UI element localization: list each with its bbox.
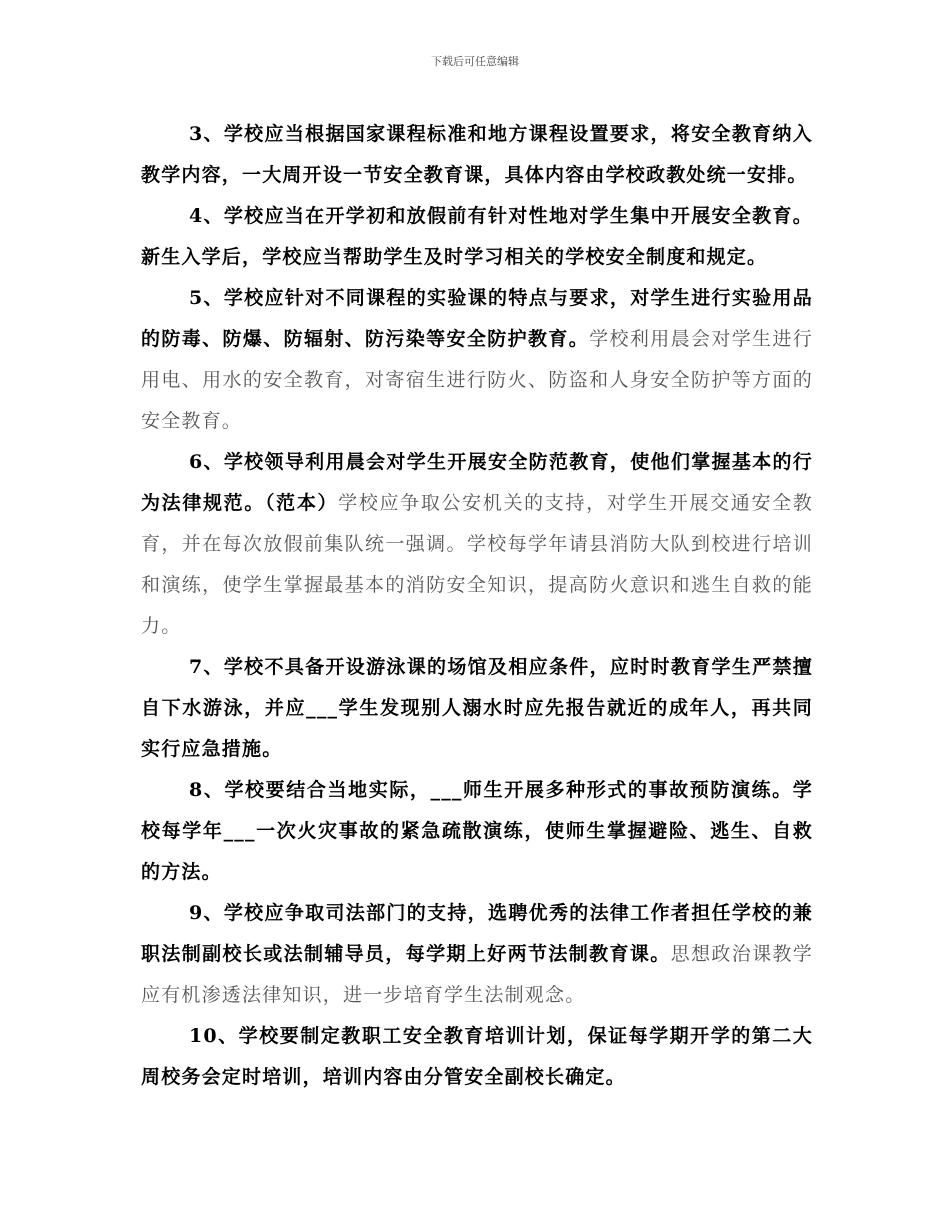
paragraph-9-normal: 思想政治课教学应有机渗透法律知识，进一步培育学生法制观念。 <box>141 943 814 1006</box>
paragraph-4-bold: 4、学校应当在开学初和放假前有针对性地对学生集中开展安全教育。新生入学后，学校应当帮助学生及时学习相关的学校安全制度和规定。 <box>141 205 813 268</box>
paragraph-8 <box>141 770 813 893</box>
paragraph-10-bold: 10、学校要制定教职工安全教育培训计划，保证每学期开学的第二大周校务会定时培训，培训内容由分管安全副校长确定。 <box>141 1025 813 1088</box>
paragraph-7-bold: 7、学校不具备开设游泳课的场馆及相应条件，应时时教育学生严禁擅自下水游泳，并应___学生发现别人溺水时应先报告就近的成年人，再共同实行应急措施。 <box>141 656 813 760</box>
document-body <box>141 114 813 1098</box>
paragraph-3-bold: 3、学校应当根据国家课程标准和地方课程设置要求，将安全教育纳入教学内容，一大周开设一节安全教育课，具体内容由学校政教处统一安排。 <box>141 123 813 186</box>
paragraph-10 <box>141 1016 813 1098</box>
paragraph-4 <box>141 196 813 278</box>
paragraph-5 <box>141 278 813 442</box>
paragraph-7 <box>141 647 813 770</box>
paragraph-8-bold: 8、学校要结合当地实际，___师生开展多种形式的事故预防演练。学校每学年___一次火灾事故的紧急疏散演练，使师生掌握避险、逃生、自救的方法。 <box>141 779 813 883</box>
paragraph-3 <box>141 114 813 196</box>
paragraph-6-normal: 学校应争取公安机关的支持，对学生开展交通安全教育，并在每次放假前集队统一强调。学校每学年请县消防大队到校进行培训和演练，使学生掌握最基本的消防安全知识，提高防火意识和逃生自救的能力。 <box>141 492 813 637</box>
paragraph-5-normal: 学校利用晨会对学生进行用电、用水的安全教育，对寄宿生进行防火、防盗和人身安全防护等方面的安全教育。 <box>141 328 813 432</box>
paragraph-5-bold: 5、学校应针对不同课程的实验课的特点与要求，对学生进行实验用品的防毒、防爆、防辐射、防污染等安全防护教育。 <box>141 287 813 350</box>
paragraph-9-bold: 9、学校应争取司法部门的支持，选聘优秀的法律工作者担任学校的兼职法制副校长或法制辅导员，每学期上好两节法制教育课。 <box>141 902 813 965</box>
paragraph-9 <box>141 893 813 1016</box>
page-header: 下载后可任意编辑 <box>431 55 519 68</box>
paragraph-6 <box>141 442 813 647</box>
paragraph-6-bold: 6、学校领导利用晨会对学生开展安全防范教育，使他们掌握基本的行为法律规范。（范本） <box>141 451 813 514</box>
